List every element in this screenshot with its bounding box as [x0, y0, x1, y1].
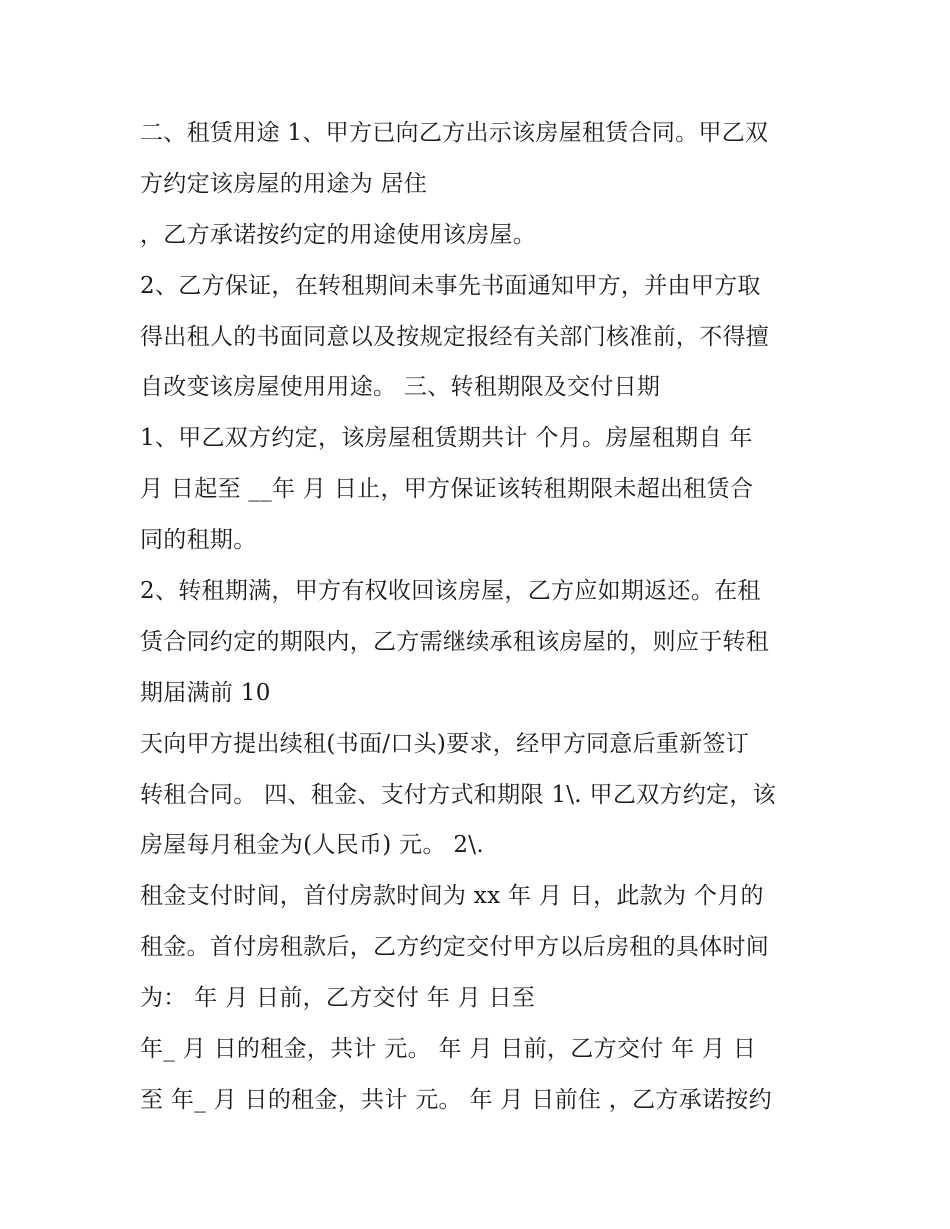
text-line: 赁合同约定的期限内，乙方需继续承租该房屋的，则应于转租 — [140, 628, 770, 655]
text-line: 得出租人的书面同意以及按规定报经有关部门核准前，不得擅 — [140, 323, 770, 350]
text-line: 租金。首付房租款后，乙方约定交付甲方以后房租的具体时间 — [140, 934, 770, 961]
text-line: 年_ 月 日的租金，共计 元。 年 月 日前，乙方交付 年 月 日 — [140, 1036, 757, 1063]
text-line: 转租合同。 四、租金、支付方式和期限 1\. 甲乙双方约定，该 — [140, 781, 776, 808]
text-line: 1、甲乙双方约定，该房屋租赁期共计 个月。房屋租期自 年 — [140, 425, 753, 452]
text-line: 天向甲方提出续租(书面/口头)要求，经甲方同意后重新签订 — [140, 730, 750, 757]
text-line: 月 日起至 __年 月 日止，甲方保证该转租期限未超出租赁合 — [140, 476, 754, 503]
text-line: 至 年_ 月 日的租金，共计 元。 年 月 日前住 ，乙方承诺按约 — [140, 1086, 772, 1113]
text-line: 自改变该房屋使用用途。 三、转租期限及交付日期 — [140, 374, 661, 401]
text-line: 同的租期。 — [140, 527, 257, 554]
text-line: 租金支付时间，首付房款时间为 xx 年 月 日，此款为 个月的 — [140, 883, 764, 910]
text-line: ，乙方承诺按约定的用途使用该房屋。 — [140, 221, 537, 248]
text-line: 期届满前 10 — [140, 679, 271, 706]
document-body — [140, 108, 820, 1126]
text-line: 2、转租期满，甲方有权收回该房屋，乙方应如期返还。在租 — [140, 578, 761, 605]
text-line: 2、乙方保证，在转租期间未事先书面通知甲方，并由甲方取 — [140, 272, 761, 299]
text-line: 二、租赁用途 1、甲方已向乙方出示该房屋租赁合同。甲乙双 — [140, 120, 769, 146]
text-line: 为： 年 月 日前，乙方交付 年 月 日至 — [140, 985, 536, 1012]
text-line: 房屋每月租金为(人民币) 元。 2\. — [140, 832, 484, 859]
text-line: 方约定该房屋的用途为 居住 — [140, 170, 428, 197]
